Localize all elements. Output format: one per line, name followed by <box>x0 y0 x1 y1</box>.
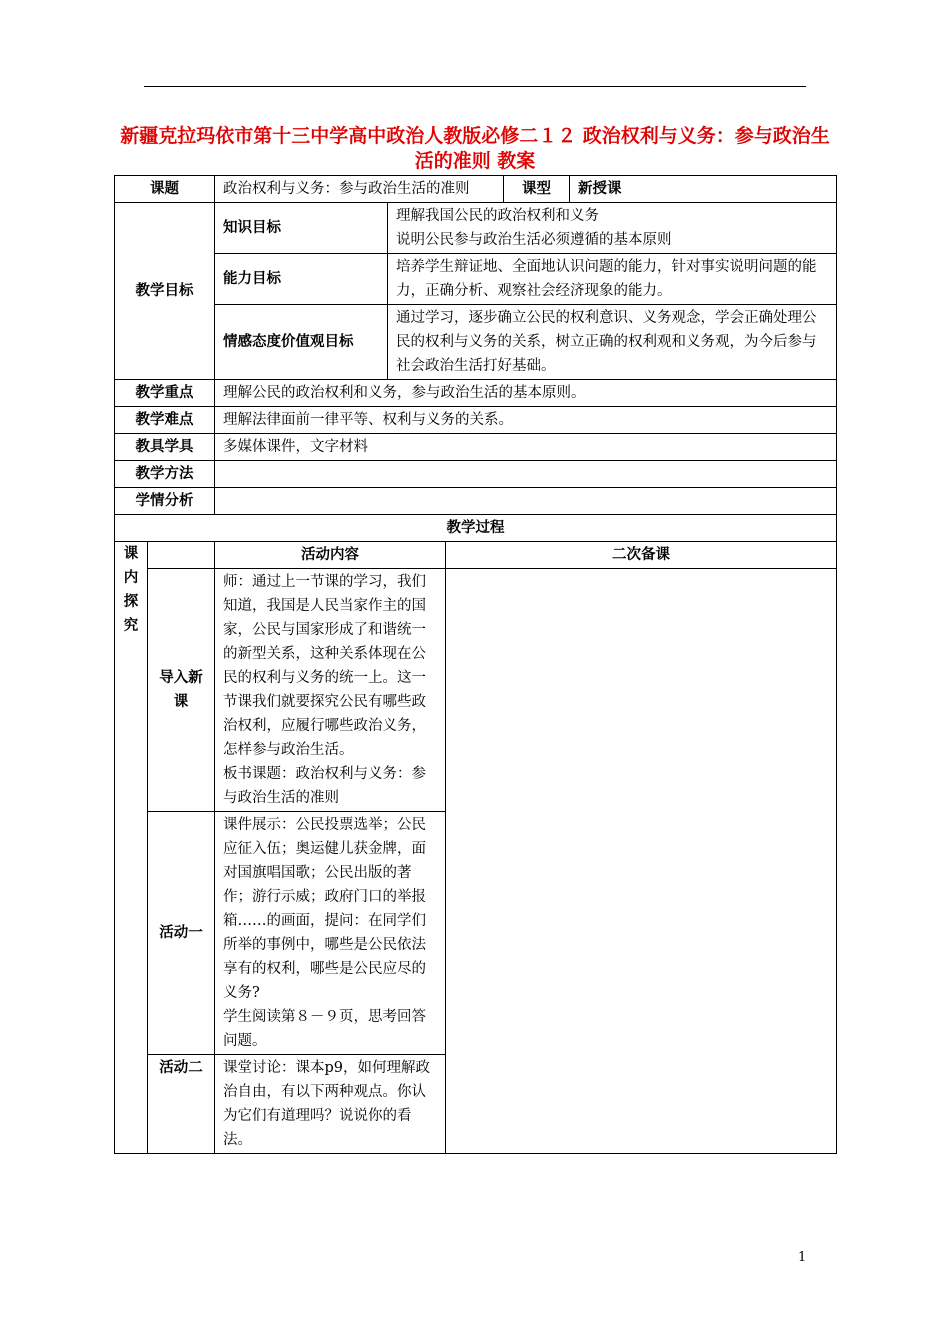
intro-content <box>215 569 446 812</box>
intro-text: 师：通过上一节课的学习，我们知道，我国是人民当家作主的国家，公民与国家形成了和谐统一的新型关系，这种关系体现在公民的权利与义务的统一上。这一节课我们就要探究公民有哪些政治权利，应履行哪些政治义务，怎样参与政治生活。 <box>223 574 426 758</box>
lesson-type-value: 新授课 <box>570 176 837 203</box>
topic-value: 政治权利与义务：参与政治生活的准则 <box>215 176 504 203</box>
section-label-cell <box>115 542 148 1154</box>
activity-content-header: 活动内容 <box>215 542 446 569</box>
focus-value: 理解公民的政治权利和义务，参与政治生活的基本原则。 <box>215 380 837 407</box>
knowledge-line-1: 理解我国公民的政治权利和义务 <box>396 208 599 224</box>
topic-label: 课题 <box>115 176 215 203</box>
activity1-reading: 学生阅读第８－９页，思考回答问题。 <box>223 1009 426 1049</box>
lesson-plan-table <box>114 175 837 1154</box>
header-rule <box>144 86 806 87</box>
method-value <box>215 461 837 488</box>
activity1-label: 活动一 <box>148 812 215 1055</box>
tools-label: 教具学具 <box>115 434 215 461</box>
page-number: 1 <box>798 1250 807 1265</box>
lesson-type-label: 课型 <box>504 176 570 203</box>
ability-objective-text: 培养学生辩证地、全面地认识问题的能力，针对事实说明问题的能力，正确分析、观察社会经济现象的能力。 <box>388 254 837 305</box>
backup-header: 二次备课 <box>446 542 837 569</box>
intro-board: 板书课题：政治权利与义务：参与政治生活的准则 <box>223 766 426 806</box>
knowledge-line-2: 说明公民参与政治生活必须遵循的基本原则 <box>396 232 672 248</box>
analysis-value <box>215 488 837 515</box>
focus-label: 教学重点 <box>115 380 215 407</box>
activity2-content: 课堂讨论：课本p9，如何理解政治自由，有以下两种观点。你认为它们有道理吗？说说你的看法。 <box>215 1055 446 1154</box>
activity1-content <box>215 812 446 1055</box>
difficulty-value: 理解法律面前一律平等、权利与义务的关系。 <box>215 407 837 434</box>
section-label: 课内探究 <box>123 546 139 634</box>
knowledge-objective-label: 知识目标 <box>215 203 388 254</box>
tools-value: 多媒体课件，文字材料 <box>215 434 837 461</box>
activity1-text: 课件展示：公民投票选举；公民应征入伍；奥运健儿获金牌，面对国旗唱国歌；公民出版的著作；游行示威；政府门口的举报箱……的画面，提问：在同学们所举的事例中，哪些是公民依法享有的权利，哪些是公民应尽的义务? <box>223 817 426 1001</box>
process-title: 教学过程 <box>115 515 837 542</box>
emotion-objective-text: 通过学习，逐步确立公民的权利意识、义务观念，学会正确处理公民的权利与义务的关系，树立正确的权利观和义务观，为今后参与社会政治生活打好基础。 <box>388 305 837 380</box>
ability-objective-label: 能力目标 <box>215 254 388 305</box>
knowledge-objective-text <box>388 203 837 254</box>
document-title: 新疆克拉玛依市第十三中学高中政治人教版必修二１２ 政治权利与义务：参与政治生活的准则 教案 <box>120 125 830 172</box>
backup-notes <box>446 569 837 1154</box>
objectives-label: 教学目标 <box>115 203 215 380</box>
analysis-label: 学情分析 <box>115 488 215 515</box>
emotion-objective-label: 情感态度价值观目标 <box>215 305 388 380</box>
method-label: 教学方法 <box>115 461 215 488</box>
header-blank <box>148 542 215 569</box>
intro-label: 导入新课 <box>148 569 215 812</box>
difficulty-label: 教学难点 <box>115 407 215 434</box>
activity2-label: 活动二 <box>148 1055 215 1154</box>
